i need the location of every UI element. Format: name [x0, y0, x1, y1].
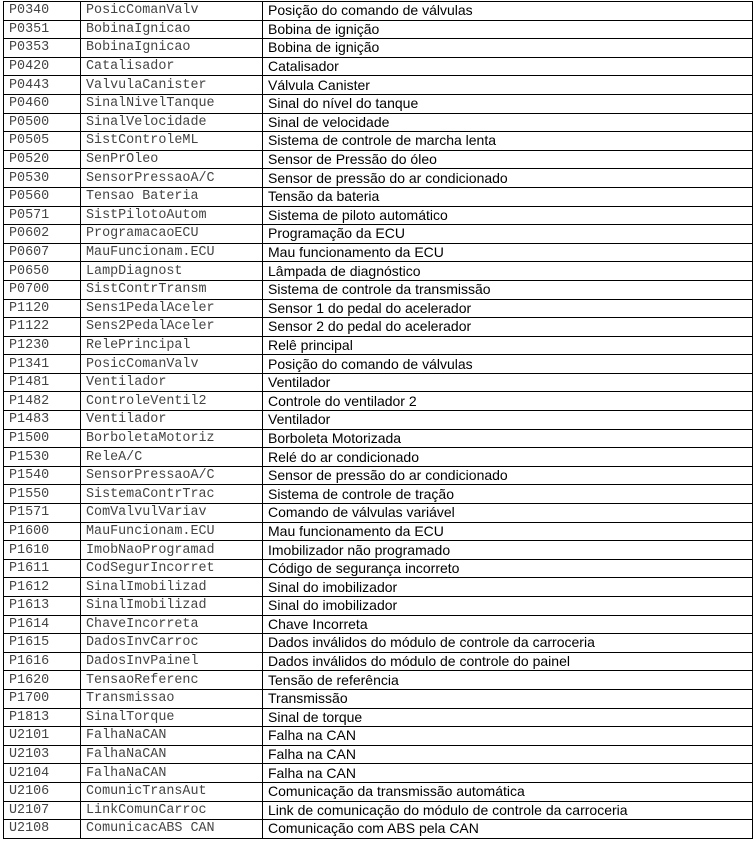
table-row [4, 373, 753, 392]
short-name-cell: PosicComanValv [81, 2, 263, 21]
fault-code-cell: P0420 [4, 57, 81, 76]
fault-code-cell: P1122 [4, 318, 81, 337]
fault-code-cell: P0520 [4, 150, 81, 169]
short-name-cell: ValvulaCanister [81, 76, 263, 95]
table-row [4, 20, 753, 39]
table-row [4, 336, 753, 355]
fault-code-cell: P1615 [4, 634, 81, 653]
description-cell: Dados inválidos do módulo de controle do painel [263, 652, 753, 671]
short-name-cell: PosicComanValv [81, 355, 263, 374]
fault-code-table [3, 1, 753, 839]
short-name-cell: SensorPressaoA/C [81, 169, 263, 188]
short-name-cell: DadosInvPainel [81, 652, 263, 671]
fault-code-cell: P0700 [4, 280, 81, 299]
table-row [4, 448, 753, 467]
description-cell: Lâmpada de diagnóstico [263, 262, 753, 281]
description-cell: Código de segurança incorreto [263, 559, 753, 578]
table-row [4, 76, 753, 95]
table-row [4, 727, 753, 746]
fault-code-cell: P0500 [4, 113, 81, 132]
table-row [4, 150, 753, 169]
short-name-cell: MauFuncionam.ECU [81, 522, 263, 541]
table-row [4, 820, 753, 839]
description-cell: Sinal de torque [263, 708, 753, 727]
table-row [4, 541, 753, 560]
fault-code-cell: P0460 [4, 94, 81, 113]
table-row [4, 578, 753, 597]
description-cell: Relê principal [263, 336, 753, 355]
fault-code-cell: P1700 [4, 689, 81, 708]
description-cell: Tensão da bateria [263, 187, 753, 206]
description-cell: Ventilador [263, 373, 753, 392]
table-row [4, 113, 753, 132]
short-name-cell: SinalImobilizad [81, 578, 263, 597]
description-cell: Dados inválidos do módulo de controle da carroceria [263, 634, 753, 653]
fault-code-cell: P0530 [4, 169, 81, 188]
description-cell: Sinal do nível do tanque [263, 94, 753, 113]
description-cell: Sensor de pressão do ar condicionado [263, 466, 753, 485]
description-cell: Programação da ECU [263, 225, 753, 244]
short-name-cell: ComunicTransAut [81, 782, 263, 801]
description-cell: Chave Incorreta [263, 615, 753, 634]
description-cell: Tensão de referência [263, 671, 753, 690]
short-name-cell: Sens2PedalAceler [81, 318, 263, 337]
fault-code-cell: U2106 [4, 782, 81, 801]
short-name-cell: CodSegurIncorret [81, 559, 263, 578]
description-cell: Falha na CAN [263, 745, 753, 764]
fault-code-cell: P1610 [4, 541, 81, 560]
description-cell: Sinal de velocidade [263, 113, 753, 132]
table-row [4, 429, 753, 448]
description-cell: Ventilador [263, 411, 753, 430]
description-cell: Sensor de pressão do ar condicionado [263, 169, 753, 188]
description-cell: Bobina de ignição [263, 20, 753, 39]
description-cell: Comando de válvulas variável [263, 504, 753, 523]
description-cell: Sinal do imobilizador [263, 578, 753, 597]
short-name-cell: SistPilotoAutom [81, 206, 263, 225]
table-row [4, 2, 753, 21]
short-name-cell: ReleA/C [81, 448, 263, 467]
fault-code-cell: P1620 [4, 671, 81, 690]
fault-code-cell: P1571 [4, 504, 81, 523]
fault-code-cell: P0353 [4, 39, 81, 58]
short-name-cell: ComValvulVariav [81, 504, 263, 523]
short-name-cell: ControleVentil2 [81, 392, 263, 411]
table-row [4, 504, 753, 523]
fault-code-cell: P1540 [4, 466, 81, 485]
table-row [4, 559, 753, 578]
table-row [4, 94, 753, 113]
table-row [4, 355, 753, 374]
short-name-cell: Catalisador [81, 57, 263, 76]
short-name-cell: SinalImobilizad [81, 597, 263, 616]
short-name-cell: ComunicacABS CAN [81, 820, 263, 839]
description-cell: Mau funcionamento da ECU [263, 522, 753, 541]
table-row [4, 132, 753, 151]
table-row [4, 522, 753, 541]
fault-code-cell: U2101 [4, 727, 81, 746]
short-name-cell: FalhaNaCAN [81, 745, 263, 764]
description-cell: Mau funcionamento da ECU [263, 243, 753, 262]
short-name-cell: SinalTorque [81, 708, 263, 727]
fault-code-cell: P1614 [4, 615, 81, 634]
table-row [4, 745, 753, 764]
description-cell: Sinal do imobilizador [263, 597, 753, 616]
table-row [4, 280, 753, 299]
table-row [4, 318, 753, 337]
fault-code-cell: P1482 [4, 392, 81, 411]
fault-code-cell: P1483 [4, 411, 81, 430]
fault-code-cell: P1530 [4, 448, 81, 467]
table-row [4, 801, 753, 820]
description-cell: Bobina de ignição [263, 39, 753, 58]
short-name-cell: BobinaIgnicao [81, 39, 263, 58]
table-row [4, 782, 753, 801]
fault-code-cell: U2103 [4, 745, 81, 764]
short-name-cell: Transmissao [81, 689, 263, 708]
fault-code-cell: P1600 [4, 522, 81, 541]
description-cell: Posição do comando de válvulas [263, 2, 753, 21]
short-name-cell: BobinaIgnicao [81, 20, 263, 39]
fault-code-cell: U2107 [4, 801, 81, 820]
table-row [4, 206, 753, 225]
table-row [4, 169, 753, 188]
fault-code-table-body [4, 2, 753, 839]
description-cell: Imobilizador não programado [263, 541, 753, 560]
description-cell: Link de comunicação do módulo de controle da carroceria [263, 801, 753, 820]
short-name-cell: ChaveIncorreta [81, 615, 263, 634]
short-name-cell: TensaoReferenc [81, 671, 263, 690]
fault-code-cell: P0571 [4, 206, 81, 225]
description-cell: Sensor 1 do pedal do acelerador [263, 299, 753, 318]
short-name-cell: SensorPressaoA/C [81, 466, 263, 485]
fault-code-cell: P1550 [4, 485, 81, 504]
description-cell: Borboleta Motorizada [263, 429, 753, 448]
table-row [4, 299, 753, 318]
description-cell: Falha na CAN [263, 764, 753, 783]
short-name-cell: DadosInvCarroc [81, 634, 263, 653]
description-cell: Sensor 2 do pedal do acelerador [263, 318, 753, 337]
fault-code-cell: P1500 [4, 429, 81, 448]
short-name-cell: Sens1PedalAceler [81, 299, 263, 318]
description-cell: Sistema de piloto automático [263, 206, 753, 225]
short-name-cell: ProgramacaoECU [81, 225, 263, 244]
description-cell: Sistema de controle de marcha lenta [263, 132, 753, 151]
fault-code-cell: P0505 [4, 132, 81, 151]
short-name-cell: SenPrOleo [81, 150, 263, 169]
fault-code-cell: P1616 [4, 652, 81, 671]
table-row [4, 392, 753, 411]
short-name-cell: LinkComunCarroc [81, 801, 263, 820]
short-name-cell: BorboletaMotoriz [81, 429, 263, 448]
description-cell: Comunicação com ABS pela CAN [263, 820, 753, 839]
short-name-cell: Ventilador [81, 411, 263, 430]
table-row [4, 57, 753, 76]
short-name-cell: Ventilador [81, 373, 263, 392]
description-cell: Válvula Canister [263, 76, 753, 95]
fault-code-cell: P1612 [4, 578, 81, 597]
fault-code-cell: P0602 [4, 225, 81, 244]
short-name-cell: SinalNivelTanque [81, 94, 263, 113]
table-row [4, 689, 753, 708]
description-cell: Relé do ar condicionado [263, 448, 753, 467]
short-name-cell: ImobNaoProgramad [81, 541, 263, 560]
table-row [4, 485, 753, 504]
fault-code-cell: P1230 [4, 336, 81, 355]
table-row [4, 187, 753, 206]
table-row [4, 262, 753, 281]
table-row [4, 652, 753, 671]
short-name-cell: Tensao Bateria [81, 187, 263, 206]
fault-code-cell: U2108 [4, 820, 81, 839]
fault-code-cell: P1613 [4, 597, 81, 616]
short-name-cell: RelePrincipal [81, 336, 263, 355]
table-row [4, 597, 753, 616]
description-cell: Sistema de controle de tração [263, 485, 753, 504]
fault-code-cell: P0351 [4, 20, 81, 39]
table-row [4, 615, 753, 634]
table-row [4, 708, 753, 727]
fault-code-cell: P0560 [4, 187, 81, 206]
short-name-cell: SistemaContrTrac [81, 485, 263, 504]
short-name-cell: LampDiagnost [81, 262, 263, 281]
description-cell: Posição do comando de válvulas [263, 355, 753, 374]
table-row [4, 411, 753, 430]
table-row [4, 39, 753, 58]
short-name-cell: FalhaNaCAN [81, 727, 263, 746]
description-cell: Controle do ventilador 2 [263, 392, 753, 411]
short-name-cell: FalhaNaCAN [81, 764, 263, 783]
short-name-cell: SistContrTransm [81, 280, 263, 299]
fault-code-cell: P0607 [4, 243, 81, 262]
fault-code-cell: P0650 [4, 262, 81, 281]
short-name-cell: SistControleML [81, 132, 263, 151]
description-cell: Comunicação da transmissão automática [263, 782, 753, 801]
fault-code-cell: P1611 [4, 559, 81, 578]
table-row [4, 764, 753, 783]
table-row [4, 634, 753, 653]
description-cell: Falha na CAN [263, 727, 753, 746]
table-row [4, 671, 753, 690]
fault-code-cell: P0443 [4, 76, 81, 95]
table-row [4, 225, 753, 244]
description-cell: Catalisador [263, 57, 753, 76]
fault-code-cell: P1120 [4, 299, 81, 318]
fault-code-cell: U2104 [4, 764, 81, 783]
table-row [4, 243, 753, 262]
description-cell: Transmissão [263, 689, 753, 708]
fault-code-cell: P1341 [4, 355, 81, 374]
fault-code-cell: P0340 [4, 2, 81, 21]
description-cell: Sensor de Pressão do óleo [263, 150, 753, 169]
short-name-cell: MauFuncionam.ECU [81, 243, 263, 262]
short-name-cell: SinalVelocidade [81, 113, 263, 132]
fault-code-cell: P1481 [4, 373, 81, 392]
description-cell: Sistema de controle da transmissão [263, 280, 753, 299]
table-row [4, 466, 753, 485]
fault-code-cell: P1813 [4, 708, 81, 727]
